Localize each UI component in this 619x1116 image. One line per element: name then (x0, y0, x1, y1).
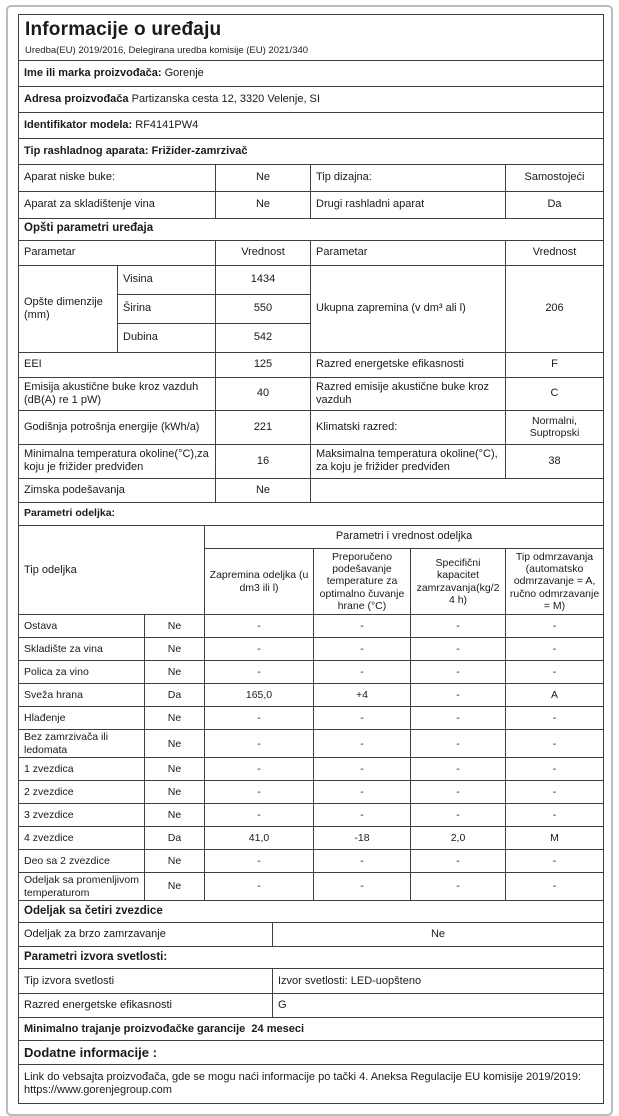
footer-table (18, 1017, 604, 1104)
compartment-name: Bez zamrzivača ili ledomata (19, 730, 145, 758)
eei-label: EEI (19, 352, 216, 377)
compartment-row-ostava (19, 615, 604, 638)
compartment-present: Ne (145, 661, 205, 684)
compartment-volume: - (205, 804, 314, 827)
compartment-temp: - (314, 615, 411, 638)
compartment-capacity: - (411, 707, 506, 730)
model-row (19, 112, 604, 138)
height-label: Visina (118, 265, 216, 294)
compartment-defrost: - (506, 730, 604, 758)
wine-storage-value: Ne (216, 191, 311, 218)
compartment-present: Ne (145, 781, 205, 804)
fast-freeze-row (19, 922, 604, 946)
manufacturer-row (19, 60, 604, 86)
winter-setting-label: Zimska podešavanja (19, 478, 216, 502)
compartment-row-bez-zamrzivaca (19, 730, 604, 758)
width-label: Širina (118, 294, 216, 323)
total-volume-value: 206 (506, 265, 604, 352)
compartment-present: Ne (145, 850, 205, 873)
winter-empty-cell (311, 478, 604, 502)
height-value: 1434 (216, 265, 311, 294)
ambient-temperature-row (19, 444, 604, 478)
wine-storage-label: Aparat za skladištenje vina (19, 191, 216, 218)
general-parameters-table (18, 164, 604, 503)
compartment-present: Da (145, 684, 205, 707)
dimension-row-height (19, 265, 604, 294)
compartments-section-header (19, 502, 604, 525)
general-section-header (19, 218, 604, 240)
additional-info-title: Dodatne informacije : (19, 1040, 604, 1064)
compartment-name: 1 zvezdica (19, 758, 145, 781)
design-type-value: Samostojeći (506, 164, 604, 191)
compartment-defrost: - (506, 781, 604, 804)
light-class-row (19, 993, 604, 1017)
manufacturer-value: Gorenje (164, 66, 204, 79)
depth-label: Dubina (118, 323, 216, 352)
compartments-group-header-row (19, 525, 604, 548)
compartment-defrost: M (506, 827, 604, 850)
compartment-temp: -18 (314, 827, 411, 850)
energy-class-label: Razred energetske efikasnosti (311, 352, 506, 377)
compartment-row-skladiste (19, 638, 604, 661)
compartment-row-polica (19, 661, 604, 684)
model-label: Identifikator modela: (24, 118, 133, 131)
compartment-capacity: - (411, 804, 506, 827)
compartment-present: Ne (145, 730, 205, 758)
compartment-name: Odeljak sa promenljivom temperaturom (19, 873, 145, 901)
compartments-group-header: Parametri i vrednost odeljka (205, 525, 604, 548)
compartment-volume: - (205, 873, 314, 901)
vrednost-header-left: Vrednost (216, 240, 311, 265)
compartment-capacity: - (411, 850, 506, 873)
general-section-title: Opšti parametri uređaja (19, 218, 604, 240)
light-class-label: Razred energetske efikasnosti (19, 993, 273, 1017)
min-temperature-label: Minimalna temperatura okoline(°C),za koju je frižider predviđen (19, 444, 216, 478)
title-row (19, 15, 604, 61)
compartments-table (18, 502, 604, 901)
compartment-present: Da (145, 827, 205, 850)
warranty-value: 24 meseci (251, 1022, 305, 1035)
compartment-present: Ne (145, 804, 205, 827)
column-header-row (19, 240, 604, 265)
compartment-capacity: - (411, 661, 506, 684)
compartment-capacity: - (411, 873, 506, 901)
compartment-temp: - (314, 804, 411, 827)
appliance-type-row (19, 138, 604, 164)
compartment-volume: - (205, 850, 314, 873)
energy-consumption-label: Godišnja potrošnja energije (kWh/a) (19, 410, 216, 444)
compartment-defrost: - (506, 661, 604, 684)
parametar-header-left: Parametar (19, 240, 216, 265)
fast-freeze-value: Ne (273, 922, 604, 946)
compartment-name: Hlađenje (19, 707, 145, 730)
compartment-capacity: - (411, 615, 506, 638)
other-refrigeration-value: Da (506, 191, 604, 218)
volume-subheader: Zapremina odeljka (u dm3 ili l) (205, 548, 314, 615)
compartment-row-1-zvezdica (19, 758, 604, 781)
compartment-capacity: - (411, 758, 506, 781)
compartment-defrost: - (506, 873, 604, 901)
design-type-label: Tip dizajna: (311, 164, 506, 191)
low-noise-row (19, 164, 604, 191)
compartment-present: Ne (145, 758, 205, 781)
dimensions-label: Opšte dimenzije (mm) (19, 265, 118, 352)
compartment-volume: 41,0 (205, 827, 314, 850)
compartment-row-hladjenje (19, 707, 604, 730)
winter-setting-value: Ne (216, 478, 311, 502)
address-row (19, 86, 604, 112)
energy-consumption-row (19, 410, 604, 444)
light-type-value: Izvor svetlosti: LED-uopšteno (273, 968, 604, 993)
compartment-name: Sveža hrana (19, 684, 145, 707)
compartment-volume: - (205, 615, 314, 638)
compartment-temp: - (314, 638, 411, 661)
compartment-capacity: - (411, 638, 506, 661)
compartment-name: 2 zvezdice (19, 781, 145, 804)
compartment-volume: 165,0 (205, 684, 314, 707)
winter-setting-row (19, 478, 604, 502)
warranty-row (19, 1017, 604, 1040)
compartment-volume: - (205, 638, 314, 661)
light-section-title: Parametri izvora svetlosti: (19, 946, 604, 968)
eei-value: 125 (216, 352, 311, 377)
compartment-row-deo-sa-2 (19, 850, 604, 873)
light-section-header (19, 946, 604, 968)
compartment-name: 4 zvezdice (19, 827, 145, 850)
document-page (6, 5, 613, 1116)
recommended-temp-subheader: Preporučeno podešavanje temperature za optimalno čuvanje hrane (°C) (314, 548, 411, 615)
compartment-defrost: - (506, 615, 604, 638)
header-table (18, 14, 604, 165)
noise-emission-label: Emisija akustične buke kroz vazduh (dB(A) re 1 pW) (19, 377, 216, 410)
compartment-volume: - (205, 707, 314, 730)
additional-info-section-header (19, 1040, 604, 1064)
compartment-present: Ne (145, 615, 205, 638)
compartment-volume: - (205, 758, 314, 781)
address-label: Adresa proizvođača (24, 92, 129, 105)
eei-row (19, 352, 604, 377)
light-class-value: G (273, 993, 604, 1017)
noise-class-label: Razred emisije akustične buke kroz vazduh (311, 377, 506, 410)
compartment-type-header: Tip odeljka (19, 525, 205, 615)
compartment-capacity: - (411, 730, 506, 758)
compartment-row-3-zvezdice (19, 804, 604, 827)
compartment-defrost: - (506, 804, 604, 827)
compartment-temp: - (314, 758, 411, 781)
compartment-defrost: - (506, 707, 604, 730)
page-title: Informacije o uređaju (25, 19, 222, 40)
compartment-row-4-zvezdice (19, 827, 604, 850)
noise-emission-value: 40 (216, 377, 311, 410)
light-type-row (19, 968, 604, 993)
compartment-temp: +4 (314, 684, 411, 707)
compartment-present: Ne (145, 638, 205, 661)
compartment-temp: - (314, 730, 411, 758)
compartment-defrost: - (506, 638, 604, 661)
compartment-volume: - (205, 730, 314, 758)
max-temperature-value: 38 (506, 444, 604, 478)
manufacturer-website-link[interactable]: https://www.gorenjegroup.com (24, 1083, 172, 1096)
compartment-row-promenljiva-temp (19, 873, 604, 901)
compartment-defrost: A (506, 684, 604, 707)
warranty-label: Minimalno trajanje proizvođačke garancije (24, 1022, 246, 1035)
appliance-type-value: Frižider-zamrzivač (151, 144, 248, 157)
compartment-name: Ostava (19, 615, 145, 638)
wine-storage-row (19, 191, 604, 218)
four-star-light-table (18, 900, 604, 1018)
other-refrigeration-label: Drugi rashladni aparat (311, 191, 506, 218)
noise-class-value: C (506, 377, 604, 410)
regulation-subtitle: Uredba(EU) 2019/2016, Delegirana uredba komisije (EU) 2021/340 (25, 45, 309, 57)
fast-freeze-label: Odeljak za brzo zamrzavanje (19, 922, 273, 946)
climate-class-label: Klimatski razred: (311, 410, 506, 444)
max-temperature-label: Maksimalna temperatura okoline(°C), za koju je frižider predviđen (311, 444, 506, 478)
compartment-capacity: 2,0 (411, 827, 506, 850)
energy-consumption-value: 221 (216, 410, 311, 444)
compartment-name: 3 zvezdice (19, 804, 145, 827)
min-temperature-value: 16 (216, 444, 311, 478)
compartment-row-2-zvezdice (19, 781, 604, 804)
compartment-volume: - (205, 781, 314, 804)
compartments-section-title: Parametri odeljka: (19, 502, 604, 525)
compartment-temp: - (314, 707, 411, 730)
compartment-name: Skladište za vina (19, 638, 145, 661)
compartment-capacity: - (411, 684, 506, 707)
compartment-name: Polica za vino (19, 661, 145, 684)
compartment-name: Deo sa 2 zvezdice (19, 850, 145, 873)
compartment-defrost: - (506, 758, 604, 781)
manufacturer-link-row (19, 1064, 604, 1103)
freezing-capacity-subheader: Specifični kapacitet zamrzavanja(kg/24 h) (411, 548, 506, 615)
compartment-temp: - (314, 661, 411, 684)
compartment-temp: - (314, 873, 411, 901)
light-type-label: Tip izvora svetlosti (19, 968, 273, 993)
total-volume-label: Ukupna zapremina (v dm³ ali l) (311, 265, 506, 352)
model-value: RF4141PW4 (135, 118, 199, 131)
low-noise-value: Ne (216, 164, 311, 191)
parametar-header-right: Parametar (311, 240, 506, 265)
low-noise-label: Aparat niske buke: (19, 164, 216, 191)
compartment-volume: - (205, 661, 314, 684)
appliance-type-label: Tip rashladnog aparata: (24, 144, 149, 157)
compartment-present: Ne (145, 873, 205, 901)
vrednost-header-right: Vrednost (506, 240, 604, 265)
defrost-type-subheader: Tip odmrzavanja (automatsko odmrzavanje = A, ručno odmrzavanje = M) (506, 548, 604, 615)
depth-value: 542 (216, 323, 311, 352)
compartment-present: Ne (145, 707, 205, 730)
address-value: Partizanska cesta 12, 3320 Velenje, SI (131, 92, 320, 105)
compartment-row-sveza-hrana (19, 684, 604, 707)
four-star-section-title: Odeljak sa četiri zvezdice (19, 900, 604, 922)
four-star-section-header (19, 900, 604, 922)
manufacturer-label: Ime ili marka proizvođača: (24, 66, 162, 79)
climate-class-value: Normalni, Suptropski (506, 410, 604, 444)
noise-emission-row (19, 377, 604, 410)
compartment-temp: - (314, 781, 411, 804)
compartment-defrost: - (506, 850, 604, 873)
compartment-capacity: - (411, 781, 506, 804)
width-value: 550 (216, 294, 311, 323)
manufacturer-link-text: Link do vebsajta proizvođača, gde se mogu naći informacije po tački 4. Aneksa Regulacije EU komisije 2019/2019: (24, 1071, 582, 1084)
energy-class-value: F (506, 352, 604, 377)
compartment-temp: - (314, 850, 411, 873)
